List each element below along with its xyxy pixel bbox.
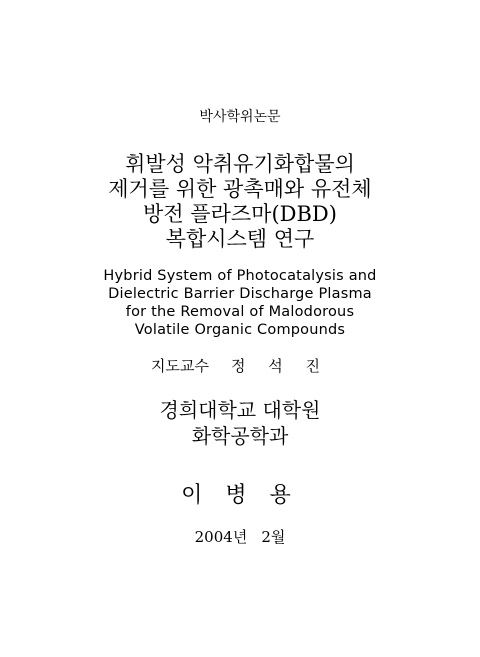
advisor-name: 정 석 진: [230, 357, 329, 375]
korean-title-line-2: 제거를 위한 광촉매와 유전체: [108, 177, 372, 201]
degree-type: 박사학위논문: [199, 109, 281, 125]
submission-date: [0, 526, 480, 547]
korean-title-line-3: 방전 플라즈마(DBD): [143, 202, 337, 226]
korean-title-line-4: 복합시스템 연구: [165, 227, 315, 251]
department-name: 화학공학과: [191, 424, 289, 448]
english-title-line-1: Hybrid System of Photocatalysis and: [103, 268, 377, 284]
english-title-line-3: for the Removal of Malodorous: [125, 304, 355, 320]
date-month: 2월: [261, 528, 286, 546]
advisor-line: [0, 355, 480, 376]
author-name: 이 병 용: [181, 483, 299, 508]
advisor-label: 지도교수: [151, 357, 209, 375]
english-title-line-4: Volatile Organic Compounds: [134, 322, 346, 338]
korean-title-line-1: 휘발성 악취유기화합물의: [125, 152, 355, 176]
university-name: 경희대학교 대학원: [159, 398, 321, 422]
english-title-line-2: Dielectric Barrier Discharge Plasma: [108, 286, 372, 302]
date-year: 2004년: [194, 528, 248, 546]
